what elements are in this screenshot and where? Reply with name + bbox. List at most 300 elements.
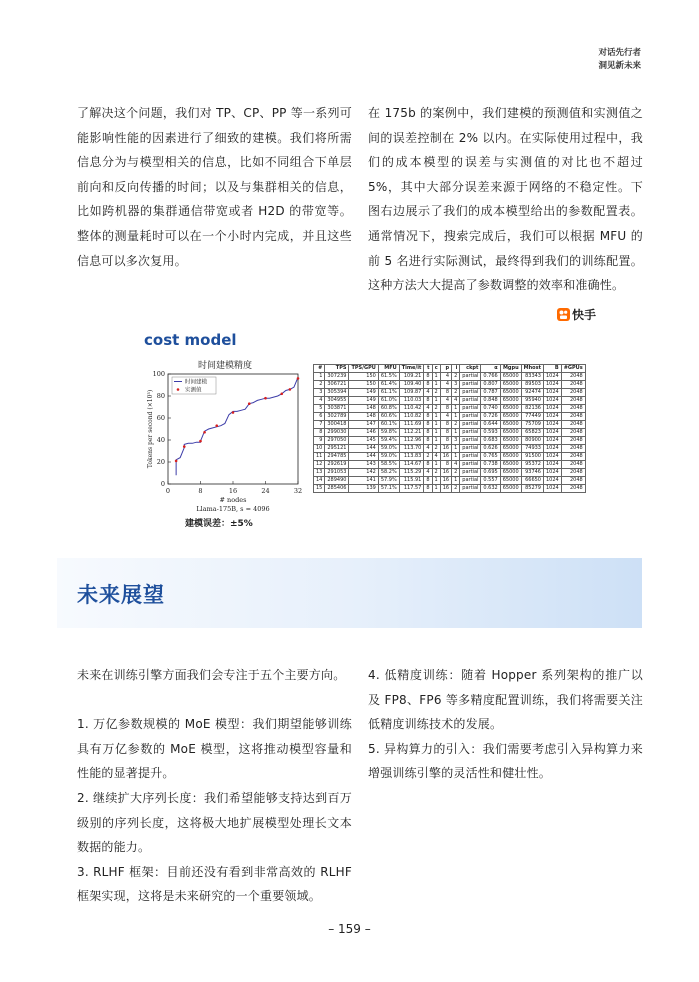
table-cell: 1 bbox=[432, 373, 440, 381]
table-cell: 112.21 bbox=[399, 429, 424, 437]
table-cell: 8 bbox=[424, 397, 432, 405]
table-cell: 110.42 bbox=[399, 405, 424, 413]
table-cell: 60.6% bbox=[378, 413, 399, 421]
table-cell: 0.765 bbox=[481, 453, 500, 461]
y-tick-label: 20 bbox=[156, 458, 165, 466]
x-tick-label: 24 bbox=[261, 487, 270, 495]
table-cell: partial bbox=[460, 397, 481, 405]
table-cell: 0.726 bbox=[481, 413, 500, 421]
table-cell: 1 bbox=[452, 413, 460, 421]
table-cell: 148 bbox=[349, 405, 378, 413]
table-cell: partial bbox=[460, 413, 481, 421]
data-point-measured bbox=[264, 397, 267, 400]
table-cell: 65000 bbox=[500, 477, 521, 485]
upper-left-paragraph: 了解决这个问题，我们对 TP、CP、PP 等一系列可能影响性能的因素进行了细致的建模。我们将所需信息分为与模型相关的信息，比如不同组合下单层前向和反向传播的时间；以及与集群相关的信息，比如跨机器的集群通信带宽或者 H2D 的带宽等。整体的测量耗时可以在一个小时内完成，并且这些信息可以多次复用。 bbox=[77, 106, 352, 268]
x-tick-label: 16 bbox=[228, 487, 238, 495]
table-cell: 65000 bbox=[500, 445, 521, 453]
table-cell: 5 bbox=[314, 405, 325, 413]
table-row bbox=[314, 397, 586, 405]
future-item-3: 3. RLHF 框架：目前还没有看到非常高效的 RLHF 框架实现，这将是未来研究的一个重要领域。 bbox=[77, 864, 352, 904]
upper-right-paragraph: 在 175b 的案例中，我们建模的预测值和实测值之间的误差控制在 2% 以内。在实际使用过程中，我们的成本模型的误差与实测值的对比也不超过5%，其中大部分误差来源于网络的不稳定性。下图右边展示了我们的成本模型给出的参数配置表。通常情况下，搜索完成后，我们可以根据 MFU 的前 5 名进行实际测试，最终得到我们的训练配置。这种方法大大提高了参数调整的效率和准确性。 bbox=[368, 106, 643, 293]
header-slogan bbox=[598, 47, 641, 73]
table-cell: 93746 bbox=[521, 469, 543, 477]
table-cell: 3 bbox=[452, 381, 460, 389]
table-cell: 8 bbox=[424, 381, 432, 389]
table-cell: 149 bbox=[349, 397, 378, 405]
table-cell: 8 bbox=[440, 405, 451, 413]
table-cell: 150 bbox=[349, 381, 378, 389]
table-cell: 2048 bbox=[561, 437, 585, 445]
table-cell: 16 bbox=[440, 469, 451, 477]
table-cell: 61.1% bbox=[378, 389, 399, 397]
table-cell: 149 bbox=[349, 389, 378, 397]
table-cell: 58.5% bbox=[378, 461, 399, 469]
parameter-config-table bbox=[313, 364, 586, 493]
x-tick-label: 0 bbox=[165, 487, 171, 495]
table-cell: 285406 bbox=[325, 485, 349, 493]
table-cell: 61.0% bbox=[378, 397, 399, 405]
table-cell: 1 bbox=[432, 397, 440, 405]
table-cell: 2 bbox=[452, 421, 460, 429]
table-cell: 1 bbox=[432, 429, 440, 437]
future-item-2: 2. 继续扩大序列长度：我们希望能够支持达到百万级别的序列长度，这将极大地扩展模型处理长文本数据的能力。 bbox=[77, 790, 352, 855]
table-cell: 0.557 bbox=[481, 477, 500, 485]
table-cell: 61.4% bbox=[378, 381, 399, 389]
table-cell: 1024 bbox=[543, 461, 561, 469]
table-cell: 95372 bbox=[521, 461, 543, 469]
table-row bbox=[314, 421, 586, 429]
table-cell: 4 bbox=[440, 381, 451, 389]
table-cell: partial bbox=[460, 429, 481, 437]
y-tick-label: 60 bbox=[156, 414, 165, 422]
table-cell: 65000 bbox=[500, 405, 521, 413]
table-cell: 4 bbox=[432, 453, 440, 461]
table-cell: 1024 bbox=[543, 389, 561, 397]
table-cell: 60.1% bbox=[378, 421, 399, 429]
table-cell: 2 bbox=[452, 469, 460, 477]
table-cell: 139 bbox=[349, 485, 378, 493]
table-cell: 0.738 bbox=[481, 461, 500, 469]
table-cell: 2048 bbox=[561, 421, 585, 429]
table-cell: 1024 bbox=[543, 437, 561, 445]
data-point-measured bbox=[289, 388, 292, 391]
table-cell: 110.03 bbox=[399, 397, 424, 405]
table-cell: 300418 bbox=[325, 421, 349, 429]
table-cell: 2 bbox=[432, 389, 440, 397]
table-cell: 2048 bbox=[561, 405, 585, 413]
table-cell: 2 bbox=[424, 453, 432, 461]
table-header-cell: Mgpu bbox=[500, 365, 521, 373]
table-header-cell: p bbox=[440, 365, 451, 373]
table-cell: partial bbox=[460, 485, 481, 493]
table-row bbox=[314, 389, 586, 397]
table-row bbox=[314, 461, 586, 469]
table-cell: 2048 bbox=[561, 485, 585, 493]
y-tick-label: 80 bbox=[156, 392, 165, 400]
lower-left-column bbox=[77, 663, 352, 909]
time-model-accuracy-chart bbox=[138, 368, 308, 528]
table-cell: 2 bbox=[432, 469, 440, 477]
table-cell: 1024 bbox=[543, 405, 561, 413]
table-cell: 143 bbox=[349, 461, 378, 469]
y-tick-label: 100 bbox=[152, 370, 165, 378]
table-cell: 7 bbox=[314, 421, 325, 429]
table-cell: 3 bbox=[314, 389, 325, 397]
table-row bbox=[314, 381, 586, 389]
table-row bbox=[314, 413, 586, 421]
table-cell: 8 bbox=[424, 477, 432, 485]
legend-label-measured: 实测值 bbox=[185, 387, 202, 394]
table-cell: 306721 bbox=[325, 381, 349, 389]
table-header-cell: Time/it bbox=[399, 365, 424, 373]
table-header-cell: B bbox=[543, 365, 561, 373]
table-cell: 89503 bbox=[521, 381, 543, 389]
table-cell: 1 bbox=[432, 461, 440, 469]
table-cell: 4 bbox=[314, 397, 325, 405]
table-cell: 65000 bbox=[500, 381, 521, 389]
table-header-cell: Mhost bbox=[521, 365, 543, 373]
table-cell: 65000 bbox=[500, 485, 521, 493]
table-cell: 82136 bbox=[521, 405, 543, 413]
table-cell: 10 bbox=[314, 445, 325, 453]
table-cell: 2048 bbox=[561, 381, 585, 389]
x-tick-label: 8 bbox=[198, 487, 203, 495]
table-row bbox=[314, 453, 586, 461]
data-point-measured bbox=[175, 460, 178, 463]
table-header-cell: TPS/GPU bbox=[349, 365, 378, 373]
table-cell: 115.29 bbox=[399, 469, 424, 477]
data-point-measured bbox=[280, 393, 283, 396]
data-point-measured bbox=[248, 402, 251, 405]
table-cell: 8 bbox=[424, 373, 432, 381]
table-header-cell: #GPUs bbox=[561, 365, 585, 373]
table-cell: 65000 bbox=[500, 429, 521, 437]
table-cell: 59.4% bbox=[378, 437, 399, 445]
table-row bbox=[314, 485, 586, 493]
table-cell: 2048 bbox=[561, 429, 585, 437]
table-header-cell: i bbox=[452, 365, 460, 373]
table-cell: 4 bbox=[440, 413, 451, 421]
table-row bbox=[314, 429, 586, 437]
table-cell: 59.8% bbox=[378, 429, 399, 437]
table-cell: 2048 bbox=[561, 477, 585, 485]
future-item-4: 4. 低精度训练：随着 Hopper 系列架构的推广以及 FP8、FP6 等多精度配置训练，我们将需要关注低精度训练技术的发展。 bbox=[368, 668, 643, 732]
table-cell: 13 bbox=[314, 469, 325, 477]
table-cell: 8 bbox=[424, 437, 432, 445]
lower-right-column bbox=[368, 663, 643, 786]
table-cell: 297050 bbox=[325, 437, 349, 445]
table-cell: 65000 bbox=[500, 373, 521, 381]
table-header-row bbox=[314, 365, 586, 373]
table-cell: 307239 bbox=[325, 373, 349, 381]
table-cell: 6 bbox=[314, 413, 325, 421]
table-cell: 0.683 bbox=[481, 437, 500, 445]
table-cell: 1024 bbox=[543, 413, 561, 421]
data-point-measured bbox=[183, 445, 186, 448]
legend-point-swatch bbox=[177, 388, 180, 391]
table-cell: 95940 bbox=[521, 397, 543, 405]
table-cell: 1024 bbox=[543, 429, 561, 437]
future-item-1: 1. 万亿参数规模的 MoE 模型：我们期望能够训练具有万亿参数的 MoE 模型，这将推动模型容量和性能的显著提升。 bbox=[77, 717, 352, 781]
table-cell: 0.593 bbox=[481, 429, 500, 437]
table-cell: 144 bbox=[349, 453, 378, 461]
table-cell: 16 bbox=[440, 453, 451, 461]
table-cell: 12 bbox=[314, 461, 325, 469]
table-row bbox=[314, 469, 586, 477]
table-cell: partial bbox=[460, 445, 481, 453]
table-cell: 1024 bbox=[543, 381, 561, 389]
header-line-2: 洞见新未来 bbox=[598, 61, 641, 71]
table-cell: 74933 bbox=[521, 445, 543, 453]
brand-name: 快手 bbox=[572, 308, 597, 322]
table-cell: partial bbox=[460, 373, 481, 381]
x-axis-sublabel: Llama-175B, s = 4096 bbox=[196, 505, 270, 513]
table-cell: 148 bbox=[349, 413, 378, 421]
table-cell: 65000 bbox=[500, 389, 521, 397]
table-cell: 8 bbox=[424, 429, 432, 437]
table-cell: 2048 bbox=[561, 445, 585, 453]
table-header-cell: t bbox=[424, 365, 432, 373]
table-cell: 292619 bbox=[325, 461, 349, 469]
table-cell: 61.5% bbox=[378, 373, 399, 381]
legend-label-time-model: 时间建模 bbox=[185, 379, 208, 386]
table-cell: 1024 bbox=[543, 397, 561, 405]
table-cell: 303871 bbox=[325, 405, 349, 413]
header-line-1: 对话先行者 bbox=[598, 48, 641, 58]
table-cell: 291053 bbox=[325, 469, 349, 477]
table-cell: partial bbox=[460, 469, 481, 477]
table-cell: 2 bbox=[314, 381, 325, 389]
table-cell: 0.787 bbox=[481, 389, 500, 397]
table-cell: 15 bbox=[314, 485, 325, 493]
table-cell: 1 bbox=[452, 477, 460, 485]
table-header-cell: # bbox=[314, 365, 325, 373]
table-cell: 111.69 bbox=[399, 421, 424, 429]
table-cell: 2048 bbox=[561, 373, 585, 381]
table-cell: 2048 bbox=[561, 397, 585, 405]
table-cell: 65000 bbox=[500, 421, 521, 429]
table-cell: 1 bbox=[452, 429, 460, 437]
table-cell: 294785 bbox=[325, 453, 349, 461]
table-cell: 1024 bbox=[543, 477, 561, 485]
table-cell: 0.695 bbox=[481, 469, 500, 477]
table-cell: 65000 bbox=[500, 397, 521, 405]
table-cell: 3 bbox=[452, 437, 460, 445]
table-cell: 2 bbox=[452, 389, 460, 397]
table-cell: 0.848 bbox=[481, 397, 500, 405]
table-cell: 150 bbox=[349, 373, 378, 381]
table-cell: partial bbox=[460, 461, 481, 469]
table-cell: 65000 bbox=[500, 461, 521, 469]
table-cell: 0.626 bbox=[481, 445, 500, 453]
table-cell: 1 bbox=[432, 381, 440, 389]
table-row bbox=[314, 405, 586, 413]
table-cell: 65000 bbox=[500, 469, 521, 477]
x-axis-label: # nodes bbox=[219, 496, 247, 504]
data-point-measured bbox=[232, 411, 235, 414]
table-cell: 65000 bbox=[500, 413, 521, 421]
table-cell: 65000 bbox=[500, 437, 521, 445]
table-cell: 115.91 bbox=[399, 477, 424, 485]
table-cell: 305394 bbox=[325, 389, 349, 397]
table-header-cell: c bbox=[432, 365, 440, 373]
table-cell: 1 bbox=[452, 453, 460, 461]
table-cell: 65000 bbox=[500, 453, 521, 461]
table-cell: 147 bbox=[349, 421, 378, 429]
table-cell: 289490 bbox=[325, 477, 349, 485]
table-cell: 114.67 bbox=[399, 461, 424, 469]
table-cell: 57.9% bbox=[378, 477, 399, 485]
table-header-cell: α bbox=[481, 365, 500, 373]
table-cell: 2048 bbox=[561, 453, 585, 461]
table-cell: 1024 bbox=[543, 469, 561, 477]
table-cell: 1024 bbox=[543, 485, 561, 493]
table-cell: 65823 bbox=[521, 429, 543, 437]
table-cell: 0.740 bbox=[481, 405, 500, 413]
table-cell: partial bbox=[460, 453, 481, 461]
table-cell: 58.2% bbox=[378, 469, 399, 477]
table-row bbox=[314, 373, 586, 381]
table-cell: 141 bbox=[349, 477, 378, 485]
table-cell: 1 bbox=[314, 373, 325, 381]
table-cell: 1 bbox=[432, 421, 440, 429]
table-cell: 295121 bbox=[325, 445, 349, 453]
upper-right-column bbox=[368, 101, 643, 298]
table-cell: 1 bbox=[452, 445, 460, 453]
table-cell: 59.0% bbox=[378, 453, 399, 461]
table-cell: 11 bbox=[314, 453, 325, 461]
table-cell: 1 bbox=[432, 485, 440, 493]
table-cell: 109.21 bbox=[399, 373, 424, 381]
table-cell: 8 bbox=[440, 429, 451, 437]
table-cell: partial bbox=[460, 405, 481, 413]
table-cell: 0.807 bbox=[481, 381, 500, 389]
table-cell: partial bbox=[460, 381, 481, 389]
table-cell: 1024 bbox=[543, 453, 561, 461]
table-cell: 8 bbox=[424, 413, 432, 421]
table-row bbox=[314, 445, 586, 453]
data-point-measured bbox=[203, 431, 206, 434]
table-cell: 1024 bbox=[543, 373, 561, 381]
chart-title: 时间建模精度 bbox=[198, 361, 253, 371]
table-cell: 299030 bbox=[325, 429, 349, 437]
table-cell: 2 bbox=[432, 405, 440, 413]
table-cell: 113.70 bbox=[399, 445, 424, 453]
table-cell: 4 bbox=[440, 397, 451, 405]
x-tick-label: 32 bbox=[293, 487, 303, 495]
data-point-measured bbox=[297, 377, 300, 380]
table-cell: 16 bbox=[440, 477, 451, 485]
future-item-5: 5. 异构算力的引入：我们需要考虑引入异构算力来增强训练引擎的灵活性和健壮性。 bbox=[368, 741, 643, 781]
table-cell: 8 bbox=[440, 437, 451, 445]
table-cell: 2 bbox=[452, 373, 460, 381]
table-cell: 77449 bbox=[521, 413, 543, 421]
table-cell: 16 bbox=[440, 445, 451, 453]
page-number: – 159 – bbox=[328, 922, 371, 936]
table-cell: 85279 bbox=[521, 485, 543, 493]
table-cell: 2048 bbox=[561, 469, 585, 477]
table-cell: partial bbox=[460, 477, 481, 485]
table-cell: 57.1% bbox=[378, 485, 399, 493]
table-header-cell: TPS bbox=[325, 365, 349, 373]
figure-title: cost model bbox=[144, 331, 237, 349]
table-cell: 1 bbox=[452, 405, 460, 413]
table-cell: 4 bbox=[424, 389, 432, 397]
table-cell: 4 bbox=[424, 405, 432, 413]
data-point-measured bbox=[215, 424, 218, 427]
table-cell: 109.40 bbox=[399, 381, 424, 389]
table-cell: 4 bbox=[452, 397, 460, 405]
section-title: 未来展望 bbox=[77, 583, 165, 607]
table-cell: 1 bbox=[432, 477, 440, 485]
table-cell: 4 bbox=[452, 461, 460, 469]
table-cell: 2 bbox=[432, 445, 440, 453]
table-cell: 302789 bbox=[325, 413, 349, 421]
table-cell: 9 bbox=[314, 437, 325, 445]
table-cell: 8 bbox=[424, 421, 432, 429]
section-banner bbox=[57, 558, 642, 628]
table-cell: 80900 bbox=[521, 437, 543, 445]
table-cell: partial bbox=[460, 437, 481, 445]
table-header-cell: ckpt bbox=[460, 365, 481, 373]
table-cell: 4 bbox=[424, 469, 432, 477]
table-cell: 8 bbox=[314, 429, 325, 437]
table-cell: partial bbox=[460, 421, 481, 429]
table-cell: 8 bbox=[440, 421, 451, 429]
table-cell: 1 bbox=[432, 437, 440, 445]
table-cell: 109.87 bbox=[399, 389, 424, 397]
table-cell: partial bbox=[460, 389, 481, 397]
table-cell: 1024 bbox=[543, 421, 561, 429]
table-cell: 91500 bbox=[521, 453, 543, 461]
table-cell: 75709 bbox=[521, 421, 543, 429]
table-cell: 112.96 bbox=[399, 437, 424, 445]
table-cell: 14 bbox=[314, 477, 325, 485]
table-cell: 110.82 bbox=[399, 413, 424, 421]
table-cell: 60.8% bbox=[378, 405, 399, 413]
table-cell: 83343 bbox=[521, 373, 543, 381]
table-cell: 2048 bbox=[561, 413, 585, 421]
table-cell: 146 bbox=[349, 429, 378, 437]
table-row bbox=[314, 437, 586, 445]
figure-caption: 建模误差：±5% bbox=[185, 519, 253, 529]
y-tick-label: 40 bbox=[156, 436, 165, 444]
table-cell: 304955 bbox=[325, 397, 349, 405]
table-cell: 145 bbox=[349, 437, 378, 445]
table-cell: 66650 bbox=[521, 477, 543, 485]
table-cell: 8 bbox=[440, 461, 451, 469]
table-cell: 0.644 bbox=[481, 421, 500, 429]
table-cell: 92474 bbox=[521, 389, 543, 397]
table-cell: 8 bbox=[440, 389, 451, 397]
upper-left-column bbox=[77, 101, 352, 273]
table-cell: 8 bbox=[424, 485, 432, 493]
table-cell: 2 bbox=[452, 485, 460, 493]
table-row bbox=[314, 477, 586, 485]
table-header-cell: MFU bbox=[378, 365, 399, 373]
y-tick-label: 0 bbox=[160, 480, 165, 488]
y-axis-label: Tokens per second (×10³) bbox=[147, 389, 154, 469]
table-cell: 2048 bbox=[561, 461, 585, 469]
data-point-measured bbox=[199, 440, 202, 443]
table-cell: 117.57 bbox=[399, 485, 424, 493]
table-cell: 59.0% bbox=[378, 445, 399, 453]
cost-model-figure bbox=[130, 320, 600, 529]
table-cell: 144 bbox=[349, 445, 378, 453]
table-cell: 113.83 bbox=[399, 453, 424, 461]
table-cell: 0.632 bbox=[481, 485, 500, 493]
table-cell: 0.766 bbox=[481, 373, 500, 381]
